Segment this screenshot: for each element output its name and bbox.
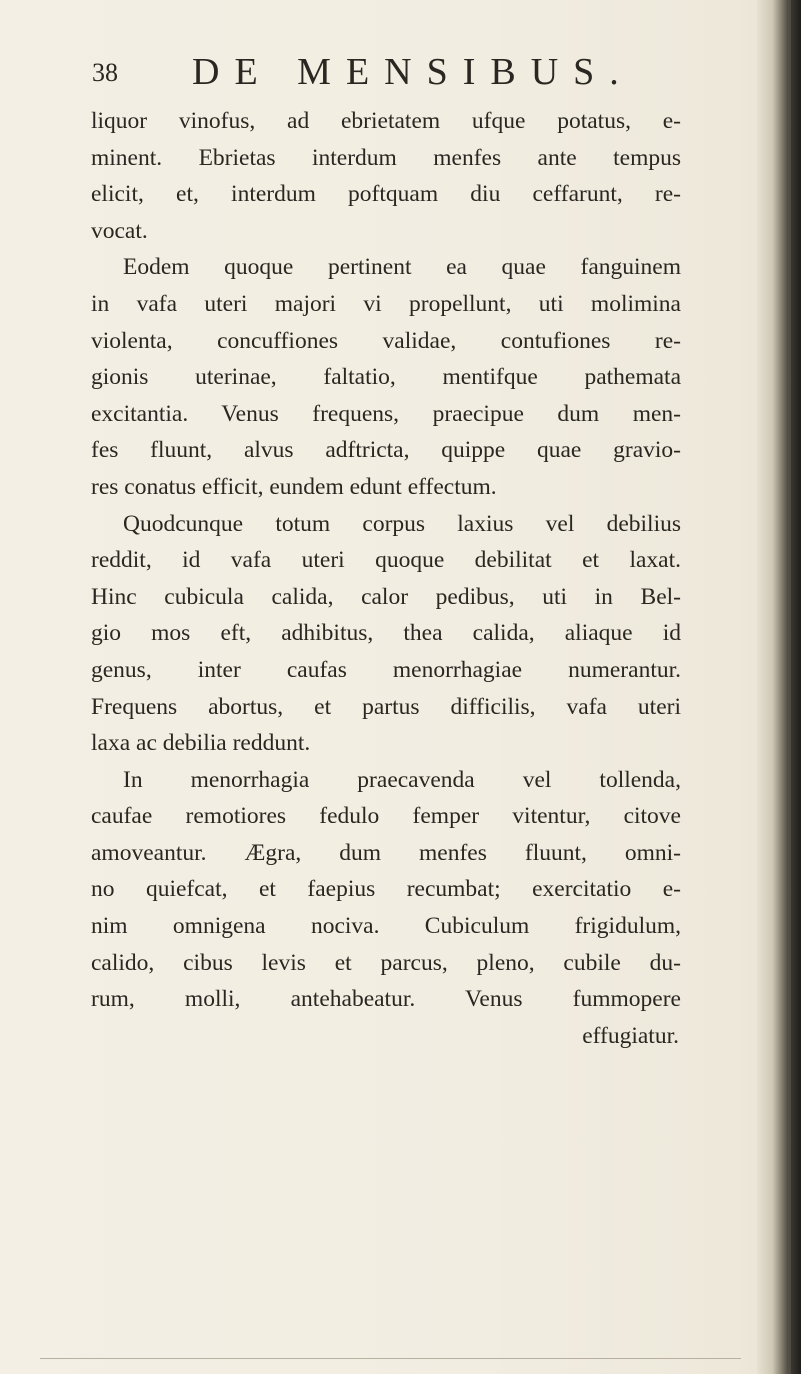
text-line: vocat. (91, 217, 148, 244)
page-edge-line (788, 0, 791, 1374)
text-line: laxa ac debilia reddunt. (91, 730, 311, 757)
text-line: res conatus efficit, eundem edunt effectum. (91, 473, 497, 500)
text-line: genus, inter caufas menorrhagiae numerantur. (91, 656, 681, 683)
text-line: no quiefcat, et faepius recumbat; exercitatio e- (91, 876, 681, 903)
text-line: elicit, et, interdum poftquam diu ceffarunt, re- (91, 181, 681, 208)
text-line: Hinc cubicula calida, calor pedibus, uti in Bel- (91, 583, 681, 610)
paragraph-start: Eodem quoque pertinent ea quae fanguinem (123, 254, 681, 281)
page-edge-shadow (757, 0, 801, 1374)
page-header (92, 50, 712, 93)
paragraph-start: Quodcunque totum corpus laxius vel debilius (123, 510, 681, 537)
text-line: nim omnigena nociva. Cubiculum frigidulum, (91, 913, 681, 940)
text-line-final: effugiatur. (582, 1022, 679, 1049)
text-line: fes fluunt, alvus adftricta, quippe quae gravio- (91, 437, 681, 464)
text-line: gio mos eft, adhibitus, thea calida, aliaque id (91, 620, 681, 647)
text-line: liquor vinofus, ad ebrietatem ufque potatus, e- (91, 108, 681, 134)
running-head: DE MENSIBUS. (192, 51, 634, 93)
text-line: excitantia. Venus frequens, praecipue dum men- (91, 400, 681, 427)
text-line: minent. Ebrietas interdum menfes ante tempus (91, 144, 681, 171)
page-number: 38 (92, 58, 118, 87)
body-text (91, 103, 681, 1054)
text-line: calido, cibus levis et parcus, pleno, cubile du- (91, 949, 681, 976)
bottom-rule (40, 1358, 741, 1359)
text-line: in vafa uteri majori vi propellunt, uti molimina (91, 290, 681, 317)
text-line: caufae remotiores fedulo femper vitentur, citove (91, 803, 681, 830)
text-line: amoveantur. Ægra, dum menfes fluunt, omni- (91, 839, 681, 866)
text-line: rum, molli, antehabeatur. Venus fummopere (91, 986, 681, 1013)
text-line: violenta, concuffiones validae, contufiones re- (91, 327, 681, 354)
text-line: Frequens abortus, et partus difficilis, vafa uteri (91, 693, 681, 720)
text-line: reddit, id vafa uteri quoque debilitat et laxat. (91, 547, 681, 574)
text-line: gionis uterinae, faltatio, mentifque pathemata (91, 364, 681, 391)
paragraph-start: In menorrhagia praecavenda vel tollenda, (123, 766, 681, 793)
